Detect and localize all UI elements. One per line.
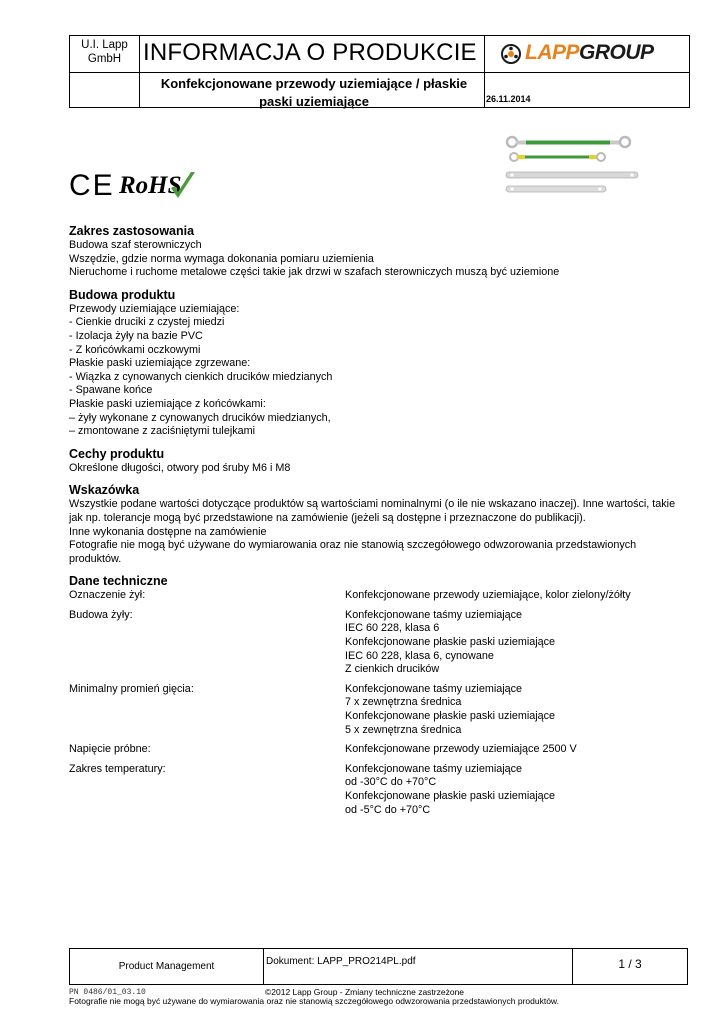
flat-strap-welded — [506, 172, 638, 178]
tech-data-value: Konfekcjonowane taśmy uziemiające — [345, 682, 523, 695]
tech-data-label: Minimalny promień gięcia: — [69, 682, 194, 695]
tech-data-label: Budowa żyły: — [69, 608, 133, 621]
text-line: Budowa szaf sterowniczych — [69, 239, 202, 251]
company-name: U.I. Lapp GmbH — [81, 39, 128, 65]
text-line: - Spawane końce — [69, 384, 153, 397]
tech-data-value: Konfekcjonowane płaskie paski uziemiające — [345, 790, 556, 802]
tech-data-value: Konfekcjonowane przewody uziemiające 2500 V — [345, 743, 577, 756]
footer-document-name: Dokument: LAPP_PRO214PL.pdf — [266, 956, 416, 967]
section-title: Dane techniczne — [69, 574, 168, 589]
tech-data-value: Z cienkich drucików — [345, 663, 440, 676]
text-paragraph: Wszystkie podane wartości dotyczące produktów są wartościami nominalnymi (o ile nie wskazano inaczej). Inne wartości, takie jak np. tolerancje mogą być przedstawione na zamówienie (jeżeli są dostępne i przeznaczone do publikacji). — [69, 498, 676, 524]
text-line: Określone długości, otwory pod śruby M6 i M8 — [69, 461, 291, 474]
tech-data-value: 5 x zewnętrzna średnica — [345, 723, 462, 736]
text-line: - Wiązka z cynowanych cienkich drucików miedzianych — [69, 370, 333, 383]
page-number: 1 / 3 — [618, 956, 642, 971]
footer-dept-cell — [70, 949, 264, 984]
text-paragraph: Fotografie nie mogą być używane do wymiarowania oraz nie stanowią szczegółowego odwzorowania przedstawionych produktów. — [69, 539, 637, 565]
footer-table — [69, 948, 688, 985]
text-line: - Z końcówkami oczkowymi — [69, 343, 201, 356]
section-zakres — [69, 224, 689, 280]
tech-data-row — [69, 683, 689, 737]
tech-data-value: od -5°C do +70°C — [345, 803, 431, 816]
grounding-wire-green-yellow — [510, 153, 605, 161]
text-line: Płaskie paski uziemiające z końcówkami: — [69, 397, 266, 410]
rohs-checkmark-icon — [169, 170, 197, 200]
document-subtitle: Konfekcjonowane przewody uziemiające / płaskie paski uziemiające — [160, 76, 468, 109]
text-line: – żyły wykonane z cynowanych drucików miedzianych, — [69, 411, 331, 424]
document-date: 26.11.2014 — [486, 94, 531, 104]
section-budowa — [69, 288, 689, 439]
tech-data-value: 7 x zewnętrzna średnica — [345, 696, 462, 709]
tech-data-value: od -30°C do +70°C — [345, 776, 437, 789]
header-table — [69, 35, 690, 108]
section-title: Zakres zastosowania — [69, 224, 195, 238]
footer-copyright: ©2012 Lapp Group - Zmiany techniczne zastrzeżone — [265, 987, 465, 997]
tech-data-label: Zakres temperatury: — [69, 762, 166, 775]
tech-data-value: Konfekcjonowane przewody uziemiające, kolor zielony/żółty — [345, 589, 631, 602]
text-line: Przewody uziemiające uziemiające: — [69, 302, 240, 315]
tech-data-value: Konfekcjonowane taśmy uziemiające — [345, 608, 523, 621]
logo-group-text: GROUP — [579, 41, 654, 64]
lapp-group-logo — [501, 41, 681, 67]
footer-dept: Product Management — [118, 961, 215, 972]
section-title: Cechy produktu — [69, 446, 165, 461]
text-line: - Izolacja żyły na bazie PVC — [69, 329, 203, 342]
text-line: Wszędzie, gdzie norma wymaga dokonania pomiaru uziemienia — [69, 252, 374, 265]
text-line: - Cienkie druciki z czystej miedzi — [69, 316, 225, 329]
tech-data-value: Konfekcjonowane płaskie paski uziemiające — [345, 636, 556, 649]
text-line: Nieruchome i ruchome metalowe części takie jak drzwi w szafach sterowniczych muszą być uziemione — [69, 266, 560, 279]
lapp-emblem-icon — [501, 44, 521, 64]
tech-data-row — [69, 589, 689, 603]
flat-strap-with-terminals — [506, 186, 606, 192]
tech-data-value: Konfekcjonowane płaskie paski uziemiające — [345, 710, 556, 723]
document-title: INFORMACJA O PRODUKCIE — [143, 39, 477, 66]
tech-data-value: Konfekcjonowane taśmy uziemiające — [345, 762, 523, 775]
document-body — [69, 224, 689, 825]
section-dane — [69, 574, 689, 817]
text-line: Płaskie paski uziemiające zgrzewane: — [69, 357, 251, 370]
ce-mark-icon: CE — [69, 169, 115, 202]
tech-data-row — [69, 763, 689, 817]
text-line: – zmontowane z zaciśniętymi tulejkami — [69, 425, 256, 438]
section-title: Budowa produktu — [69, 287, 176, 302]
grounding-wire-green — [507, 137, 630, 147]
logo-lapp-text: LAPP — [525, 41, 580, 64]
section-cechy — [69, 447, 689, 476]
footer-disclaimer: Fotografie nie mogą być używane do wymiarowania oraz nie stanowią szczegółowego odwzorowania przedstawionych produktów. — [69, 996, 559, 1006]
section-title: Wskazówka — [69, 483, 140, 498]
footer-code: PN 0486/01_03.10 — [69, 988, 146, 997]
tech-data-value: IEC 60 228, klasa 6, cynowane — [345, 649, 494, 662]
footer-page-cell — [573, 949, 687, 984]
tech-data-label: Napięcie próbne: — [69, 743, 151, 756]
section-wskazowka — [69, 483, 689, 566]
footer-document-cell — [263, 949, 573, 984]
tech-data-row — [69, 743, 689, 757]
rohs-mark-icon: RoHS — [119, 172, 182, 199]
certification-marks — [69, 168, 199, 204]
text-line: Inne wykonania dostępne na zamówienie — [69, 525, 267, 538]
tech-data-value: IEC 60 228, klasa 6 — [345, 622, 440, 635]
tech-data-label: Oznaczenie żył: — [69, 589, 146, 602]
product-image — [500, 135, 640, 197]
tech-data-row — [69, 609, 689, 677]
